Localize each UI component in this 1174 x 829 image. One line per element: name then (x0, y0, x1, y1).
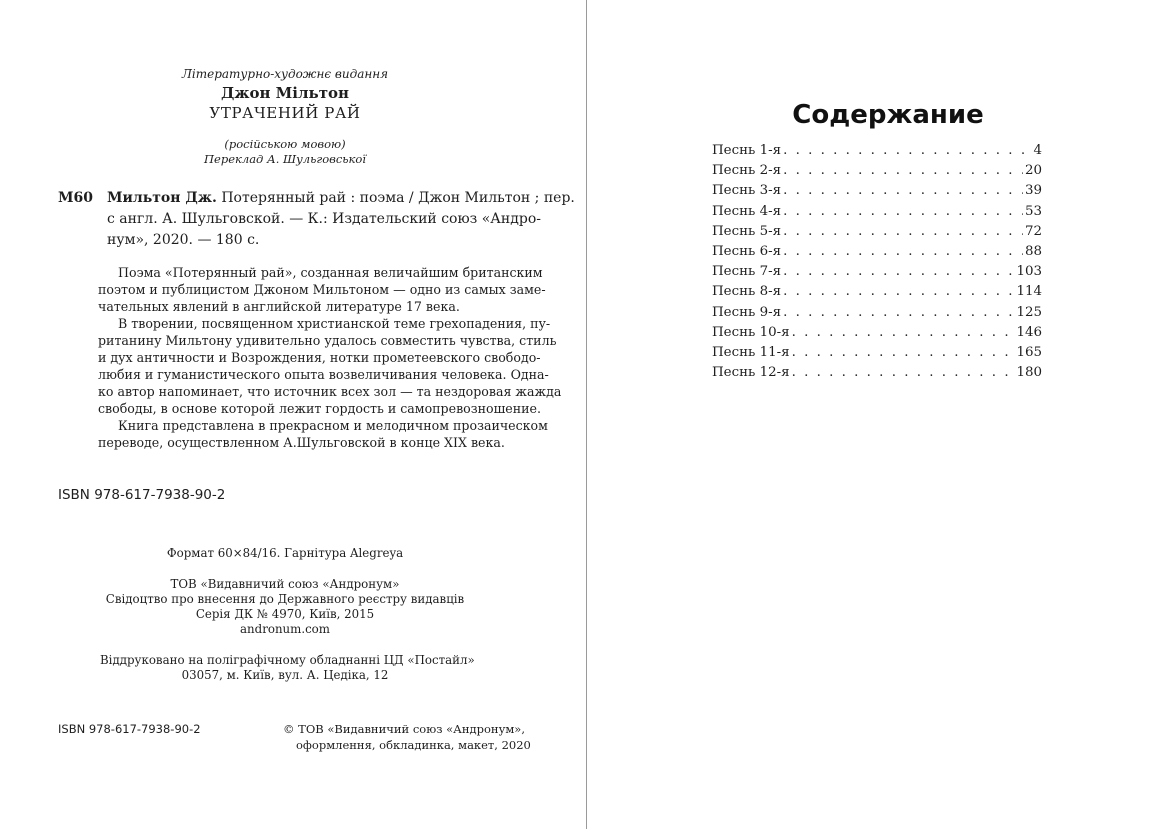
toc-item (712, 163, 1042, 183)
toc-item-label: Песнь 1-я (712, 143, 782, 158)
copyright-line-2: оформлення, обкладинка, макет, 2020 (296, 738, 531, 752)
toc-item-label: Песнь 12-я (712, 365, 790, 381)
annotation-line: В творении, посвященном христианской теме грехопадения, пу- (118, 316, 551, 331)
toc-item-label: Песнь 3-я (712, 183, 782, 199)
toc-item (712, 284, 1042, 304)
toc-leader (792, 365, 1015, 380)
printer-line: 03057, м. Київ, вул. А. Цедіка, 12 (181, 668, 389, 682)
publisher-line: Серія ДК № 4970, Київ, 2015 (195, 607, 375, 621)
toc-item-page: 125 (1016, 304, 1042, 320)
toc-leader (783, 305, 1014, 320)
isbn: ISBN 978-617-7938-90-2 (58, 487, 226, 503)
annotation-line: чательных явлений в английской литературе 17 века. (98, 299, 460, 314)
toc-item-page: 114 (1016, 284, 1042, 300)
toc-item (712, 305, 1042, 325)
toc-leader (783, 204, 1023, 219)
bib-author: Мильтон Дж. (107, 190, 217, 206)
toc-item (712, 325, 1042, 345)
toc-leader (783, 183, 1023, 198)
toc-item-label: Песнь 6-я (712, 243, 782, 259)
toc-item-label: Песнь 7-я (712, 264, 782, 280)
toc-item-label: Песнь 9-я (712, 304, 782, 320)
toc-item (712, 143, 1042, 163)
toc-item (712, 264, 1042, 284)
book-author: Джон Мільтон (220, 84, 350, 102)
toc-item (712, 345, 1042, 365)
isbn-bottom: ISBN 978-617-7938-90-2 (58, 722, 201, 736)
annotation-line: и дух античности и Возрождения, нотки прометеевского свободо- (98, 350, 541, 365)
translator-note: Переклад А. Шульговської (204, 152, 366, 166)
toc-item-page: 88 (1024, 243, 1042, 259)
format-line: Формат 60×84/16. Гарнітура Alegreya (166, 546, 404, 560)
toc-item-label: Песнь 5-я (712, 223, 782, 239)
toc-leader (783, 284, 1014, 299)
language-note: (російською мовою) (224, 137, 346, 151)
toc-item (712, 183, 1042, 203)
toc-item-page: 180 (1016, 365, 1042, 381)
annotation-line: Книга представлена в прекрасном и мелодичном прозаическом (118, 418, 548, 433)
toc-item-page: 39 (1024, 183, 1042, 199)
annotation-line: поэтом и публицистом Джоном Мильтоном — одно из самых заме- (98, 282, 546, 297)
toc-leader (792, 325, 1015, 340)
toc-leader (783, 244, 1023, 259)
toc-item-label: Песнь 11-я (712, 344, 790, 360)
toc-item (712, 365, 1042, 385)
printer-line: Віддруковано на поліграфічному обладнанні ЦД «Постайл» (100, 653, 475, 667)
toc-item-label: Песнь 2-я (712, 163, 782, 179)
annotation-line: Поэма «Потерянный рай», созданная величайшим британским (118, 265, 543, 280)
toc-item (712, 244, 1042, 264)
bib-line-3: нум», 2020. — 180 с. (107, 232, 260, 248)
bib-line-1-rest: Потерянный рай : поэма / Джон Мильтон ; пер. (221, 190, 575, 206)
imprint-type: Літературно-художнє видання (181, 67, 389, 81)
table-of-contents (712, 143, 1042, 385)
toc-item (712, 224, 1042, 244)
toc-heading: Содержание (792, 100, 984, 130)
toc-item (712, 204, 1042, 224)
toc-leader (792, 345, 1015, 360)
bib-code: М60 (58, 190, 93, 206)
toc-item-label: Песнь 8-я (712, 284, 782, 300)
annotation-line: любия и гуманистического опыта возвеличивания человека. Одна- (98, 367, 549, 382)
annotation-line: свободы, в основе которой лежит гордость и самопревозношение. (98, 401, 541, 416)
publisher-website: andronum.com (240, 622, 330, 636)
toc-item-label: Песнь 4-я (712, 203, 782, 219)
toc-item-page: 165 (1016, 344, 1042, 360)
copyright-line-1: © ТОВ «Видавничий союз «Андронум», (283, 722, 525, 736)
toc-item-page: 20 (1024, 163, 1042, 179)
toc-item-page: 53 (1024, 203, 1042, 219)
toc-item-label: Песнь 10-я (712, 324, 790, 340)
publisher-line: ТОВ «Видавничий союз «Андронум» (170, 577, 400, 591)
toc-item-page: 72 (1024, 223, 1042, 239)
annotation-line: переводе, осуществленном А.Шульговской в конце XIX века. (98, 435, 505, 450)
bib-line-1 (107, 190, 575, 206)
page-divider (586, 0, 587, 829)
annotation-line: ко автор напоминает, что источник всех зол — та нездоровая жажда (98, 384, 562, 399)
book-title: УТРАЧЕНИЙ РАЙ (209, 104, 361, 122)
annotation-line: ританину Мильтону удивительно удалось совместить чувства, стиль (98, 333, 557, 348)
bib-line-2: с англ. А. Шульговской. — К.: Издательский союз «Андро- (107, 211, 541, 227)
toc-leader (783, 264, 1014, 279)
toc-leader (783, 224, 1023, 239)
toc-item-page: 146 (1016, 324, 1042, 340)
toc-item-page: 103 (1016, 264, 1042, 280)
toc-leader (783, 163, 1023, 178)
publisher-line: Свідоцтво про внесення до Державного реєстру видавців (105, 592, 465, 606)
toc-item-page: 4 (1033, 143, 1042, 158)
toc-leader (783, 143, 1031, 158)
